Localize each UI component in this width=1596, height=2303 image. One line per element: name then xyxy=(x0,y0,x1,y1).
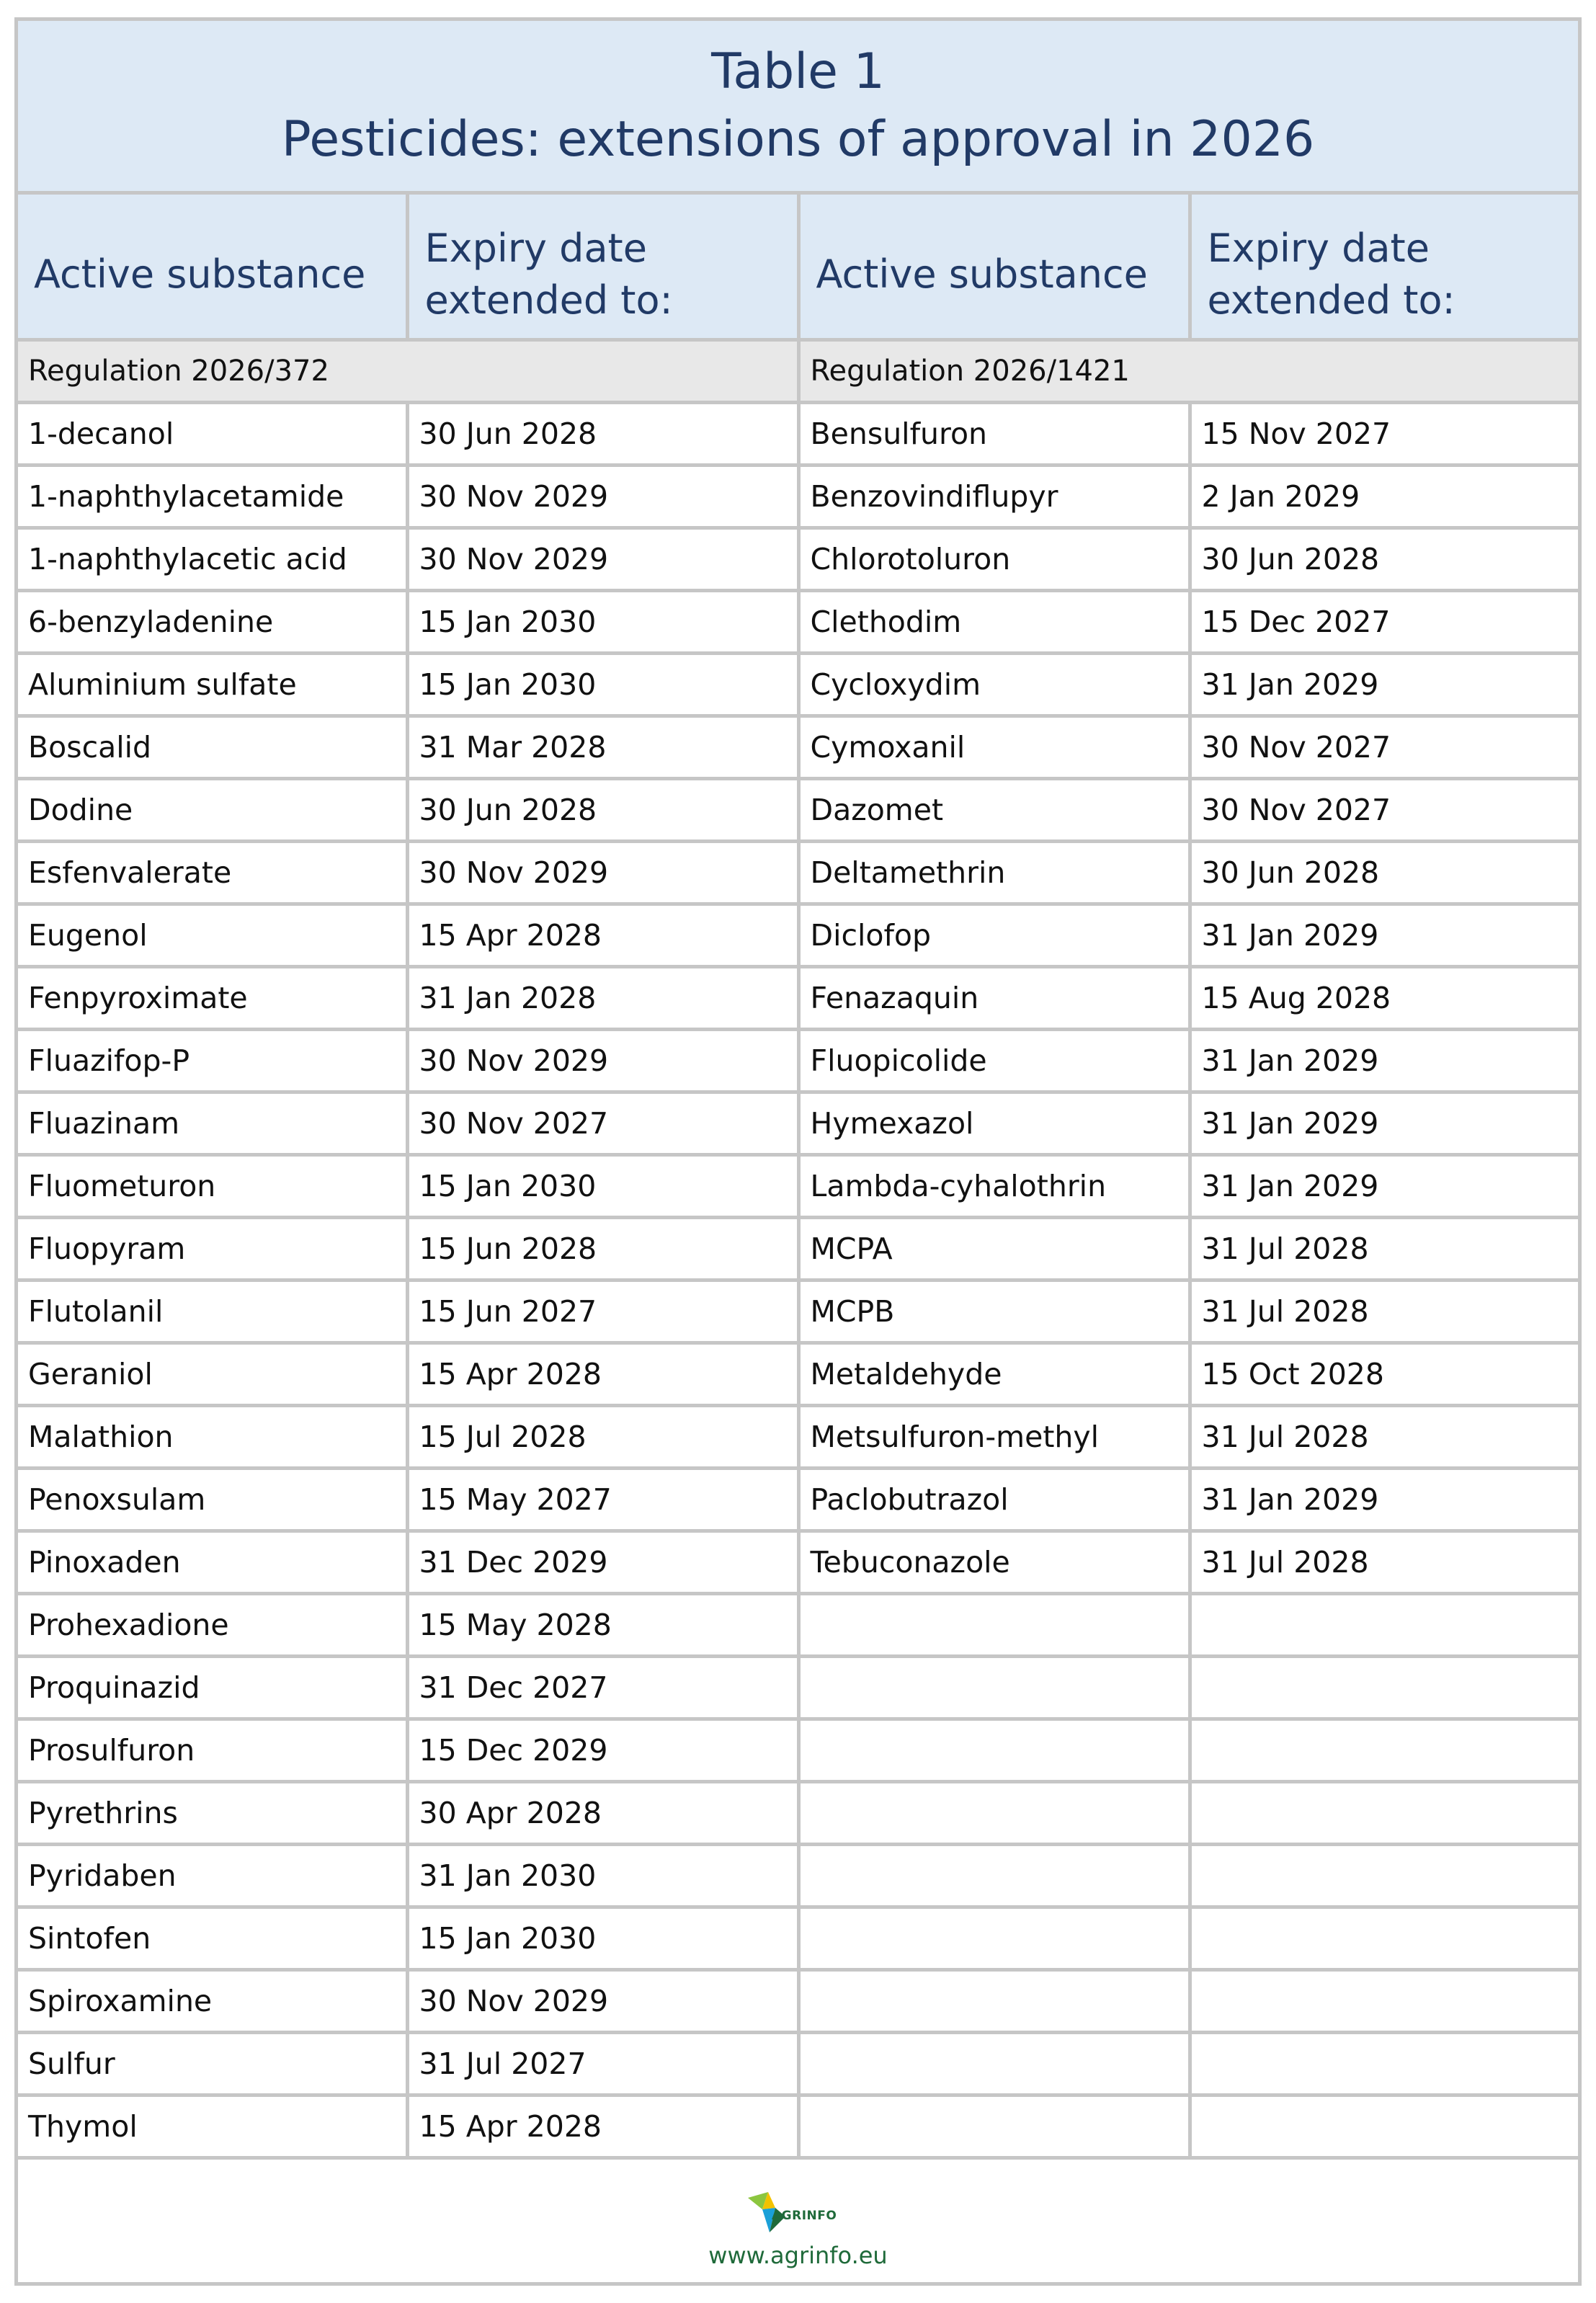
table-row xyxy=(18,465,1578,527)
table-row xyxy=(18,1029,1578,1092)
table-title-line1: Table 1 xyxy=(711,43,885,100)
table-row xyxy=(18,1092,1578,1154)
table-row xyxy=(18,1719,1578,1781)
table-row xyxy=(18,716,1578,778)
expiry-date-left-cell: 15 Jun 2027 xyxy=(407,1280,798,1342)
active-substance-left-cell: Aluminium sulfate xyxy=(18,653,407,716)
pesticide-table-card xyxy=(14,17,1582,2286)
regulation-label-right: Regulation 2026/1421 xyxy=(798,339,1578,402)
table-row xyxy=(18,1280,1578,1342)
expiry-date-right-cell: 30 Nov 2027 xyxy=(1190,716,1578,778)
active-substance-left-cell: Prosulfuron xyxy=(18,1719,407,1781)
expiry-date-left-cell: 15 Jan 2030 xyxy=(407,590,798,653)
table-row xyxy=(18,2095,1578,2157)
expiry-date-left-cell: 15 Jan 2030 xyxy=(407,1154,798,1217)
approval-table xyxy=(18,195,1578,2160)
expiry-date-right-cell: 31 Jul 2028 xyxy=(1190,1217,1578,1280)
expiry-date-left-cell: 30 Nov 2029 xyxy=(407,527,798,590)
expiry-date-right-cell: 30 Nov 2027 xyxy=(1190,778,1578,841)
table-row xyxy=(18,1468,1578,1531)
active-substance-left-cell: Fenpyroximate xyxy=(18,966,407,1029)
expiry-date-left-cell: 31 Dec 2027 xyxy=(407,1656,798,1719)
table-row xyxy=(18,1969,1578,2032)
active-substance-right-cell: Deltamethrin xyxy=(798,841,1190,904)
active-substance-right-cell: Cycloxydim xyxy=(798,653,1190,716)
expiry-date-right-cell xyxy=(1190,1969,1578,2032)
active-substance-left-cell: Malathion xyxy=(18,1405,407,1468)
table-row xyxy=(18,1154,1578,1217)
expiry-date-left-cell: 15 Apr 2028 xyxy=(407,1342,798,1405)
table-row xyxy=(18,653,1578,716)
expiry-date-left-cell: 15 May 2027 xyxy=(407,1468,798,1531)
expiry-date-right-cell: 31 Jan 2029 xyxy=(1190,904,1578,966)
expiry-date-left-cell: 30 Jun 2028 xyxy=(407,778,798,841)
active-substance-right-cell xyxy=(798,2095,1190,2157)
column-header-active-substance-left: Active substance xyxy=(18,195,407,339)
expiry-date-left-cell: 31 Mar 2028 xyxy=(407,716,798,778)
footer-url: www.agrinfo.eu xyxy=(708,2242,888,2269)
active-substance-right-cell: MCPA xyxy=(798,1217,1190,1280)
expiry-date-left-cell: 30 Nov 2027 xyxy=(407,1092,798,1154)
table-row xyxy=(18,1405,1578,1468)
active-substance-right-cell xyxy=(798,1969,1190,2032)
expiry-date-right-cell xyxy=(1190,1593,1578,1656)
expiry-date-right-cell: 15 Aug 2028 xyxy=(1190,966,1578,1029)
active-substance-right-cell: Fluopicolide xyxy=(798,1029,1190,1092)
expiry-date-right-cell xyxy=(1190,1719,1578,1781)
active-substance-left-cell: Flutolanil xyxy=(18,1280,407,1342)
table-row xyxy=(18,841,1578,904)
active-substance-left-cell: Eugenol xyxy=(18,904,407,966)
table-row xyxy=(18,402,1578,465)
active-substance-right-cell: Chlorotoluron xyxy=(798,527,1190,590)
expiry-date-left-cell: 15 Jan 2030 xyxy=(407,1907,798,1969)
expiry-date-left-cell: 31 Dec 2029 xyxy=(407,1531,798,1593)
active-substance-right-cell xyxy=(798,1656,1190,1719)
expiry-date-right-cell xyxy=(1190,1907,1578,1969)
regulation-row xyxy=(18,339,1578,402)
table-title xyxy=(18,21,1578,195)
active-substance-left-cell: Boscalid xyxy=(18,716,407,778)
active-substance-left-cell: 1-naphthylacetamide xyxy=(18,465,407,527)
active-substance-left-cell: 1-naphthylacetic acid xyxy=(18,527,407,590)
active-substance-left-cell: Proquinazid xyxy=(18,1656,407,1719)
active-substance-right-cell: Clethodim xyxy=(798,590,1190,653)
expiry-date-left-cell: 30 Nov 2029 xyxy=(407,841,798,904)
expiry-date-left-cell: 31 Jan 2030 xyxy=(407,1844,798,1907)
table-row xyxy=(18,1844,1578,1907)
active-substance-left-cell: Sintofen xyxy=(18,1907,407,1969)
column-header-expiry-date-right: Expiry date extended to: xyxy=(1190,195,1578,339)
active-substance-right-cell: Diclofop xyxy=(798,904,1190,966)
expiry-date-right-cell xyxy=(1190,1656,1578,1719)
active-substance-left-cell: Pyrethrins xyxy=(18,1781,407,1844)
table-row xyxy=(18,1781,1578,1844)
regulation-label-left: Regulation 2026/372 xyxy=(18,339,798,402)
active-substance-left-cell: Pyridaben xyxy=(18,1844,407,1907)
active-substance-right-cell xyxy=(798,1907,1190,1969)
expiry-date-right-cell: 31 Jul 2028 xyxy=(1190,1531,1578,1593)
active-substance-left-cell: Penoxsulam xyxy=(18,1468,407,1531)
expiry-date-right-cell: 31 Jan 2029 xyxy=(1190,1468,1578,1531)
active-substance-left-cell: Esfenvalerate xyxy=(18,841,407,904)
active-substance-left-cell: Pinoxaden xyxy=(18,1531,407,1593)
active-substance-right-cell: Hymexazol xyxy=(798,1092,1190,1154)
active-substance-left-cell: Dodine xyxy=(18,778,407,841)
expiry-date-right-cell: 2 Jan 2029 xyxy=(1190,465,1578,527)
active-substance-right-cell xyxy=(798,2032,1190,2095)
active-substance-left-cell: Spiroxamine xyxy=(18,1969,407,2032)
expiry-date-left-cell: 30 Nov 2029 xyxy=(407,1029,798,1092)
table-row xyxy=(18,1217,1578,1280)
active-substance-right-cell: Dazomet xyxy=(798,778,1190,841)
expiry-date-left-cell: 15 Dec 2029 xyxy=(407,1719,798,1781)
table-row xyxy=(18,590,1578,653)
expiry-date-right-cell xyxy=(1190,2032,1578,2095)
active-substance-right-cell xyxy=(798,1719,1190,1781)
expiry-date-left-cell: 30 Apr 2028 xyxy=(407,1781,798,1844)
expiry-date-left-cell: 15 Apr 2028 xyxy=(407,2095,798,2157)
expiry-date-left-cell: 31 Jul 2027 xyxy=(407,2032,798,2095)
column-header-row xyxy=(18,195,1578,339)
table-row xyxy=(18,1531,1578,1593)
active-substance-right-cell xyxy=(798,1781,1190,1844)
active-substance-left-cell: Sulfur xyxy=(18,2032,407,2095)
expiry-date-right-cell: 31 Jul 2028 xyxy=(1190,1280,1578,1342)
expiry-date-right-cell: 15 Dec 2027 xyxy=(1190,590,1578,653)
active-substance-left-cell: 6-benzyladenine xyxy=(18,590,407,653)
table-row xyxy=(18,1342,1578,1405)
expiry-date-left-cell: 15 Jul 2028 xyxy=(407,1405,798,1468)
table-title-line2: Pesticides: extensions of approval in 2026 xyxy=(281,111,1315,168)
active-substance-right-cell xyxy=(798,1844,1190,1907)
active-substance-right-cell: Metsulfuron-methyl xyxy=(798,1405,1190,1468)
table-row xyxy=(18,1593,1578,1656)
expiry-date-right-cell: 31 Jan 2029 xyxy=(1190,653,1578,716)
expiry-date-right-cell: 30 Jun 2028 xyxy=(1190,527,1578,590)
active-substance-right-cell: Fenazaquin xyxy=(798,966,1190,1029)
table-row xyxy=(18,966,1578,1029)
expiry-date-right-cell: 31 Jan 2029 xyxy=(1190,1092,1578,1154)
active-substance-left-cell: Geraniol xyxy=(18,1342,407,1405)
active-substance-right-cell xyxy=(798,1593,1190,1656)
expiry-date-right-cell xyxy=(1190,1844,1578,1907)
expiry-date-right-cell: 30 Jun 2028 xyxy=(1190,841,1578,904)
column-header-expiry-date-left: Expiry date extended to: xyxy=(407,195,798,339)
table-row xyxy=(18,1656,1578,1719)
active-substance-left-cell: Prohexadione xyxy=(18,1593,407,1656)
table-row xyxy=(18,2032,1578,2095)
expiry-date-left-cell: 30 Nov 2029 xyxy=(407,465,798,527)
active-substance-right-cell: Lambda-cyhalothrin xyxy=(798,1154,1190,1217)
expiry-date-left-cell: 30 Jun 2028 xyxy=(407,402,798,465)
active-substance-right-cell: Paclobutrazol xyxy=(798,1468,1190,1531)
expiry-date-right-cell: 31 Jan 2029 xyxy=(1190,1029,1578,1092)
active-substance-left-cell: Fluazifop-P xyxy=(18,1029,407,1092)
table-row xyxy=(18,904,1578,966)
expiry-date-right-cell xyxy=(1190,2095,1578,2157)
active-substance-right-cell: Metaldehyde xyxy=(798,1342,1190,1405)
logo-wordmark: AGRINFO xyxy=(772,2209,837,2223)
active-substance-right-cell: Tebuconazole xyxy=(798,1531,1190,1593)
expiry-date-left-cell: 15 May 2028 xyxy=(407,1593,798,1656)
active-substance-left-cell: Fluazinam xyxy=(18,1092,407,1154)
expiry-date-left-cell: 31 Jan 2028 xyxy=(407,966,798,1029)
expiry-date-right-cell xyxy=(1190,1781,1578,1844)
active-substance-right-cell: Benzovindiflupyr xyxy=(798,465,1190,527)
active-substance-left-cell: Thymol xyxy=(18,2095,407,2157)
expiry-date-right-cell: 15 Oct 2028 xyxy=(1190,1342,1578,1405)
column-header-active-substance-right: Active substance xyxy=(798,195,1190,339)
table-row xyxy=(18,1907,1578,1969)
expiry-date-right-cell: 31 Jul 2028 xyxy=(1190,1405,1578,1468)
expiry-date-left-cell: 15 Jan 2030 xyxy=(407,653,798,716)
footer xyxy=(18,2162,1578,2282)
active-substance-right-cell: MCPB xyxy=(798,1280,1190,1342)
expiry-date-left-cell: 30 Nov 2029 xyxy=(407,1969,798,2032)
active-substance-left-cell: 1-decanol xyxy=(18,402,407,465)
expiry-date-right-cell: 15 Nov 2027 xyxy=(1190,402,1578,465)
expiry-date-left-cell: 15 Apr 2028 xyxy=(407,904,798,966)
active-substance-left-cell: Fluopyram xyxy=(18,1217,407,1280)
table-row xyxy=(18,778,1578,841)
table-row xyxy=(18,527,1578,590)
expiry-date-right-cell: 31 Jan 2029 xyxy=(1190,1154,1578,1217)
active-substance-left-cell: Fluometuron xyxy=(18,1154,407,1217)
active-substance-right-cell: Cymoxanil xyxy=(798,716,1190,778)
expiry-date-left-cell: 15 Jun 2028 xyxy=(407,1217,798,1280)
active-substance-right-cell: Bensulfuron xyxy=(798,402,1190,465)
